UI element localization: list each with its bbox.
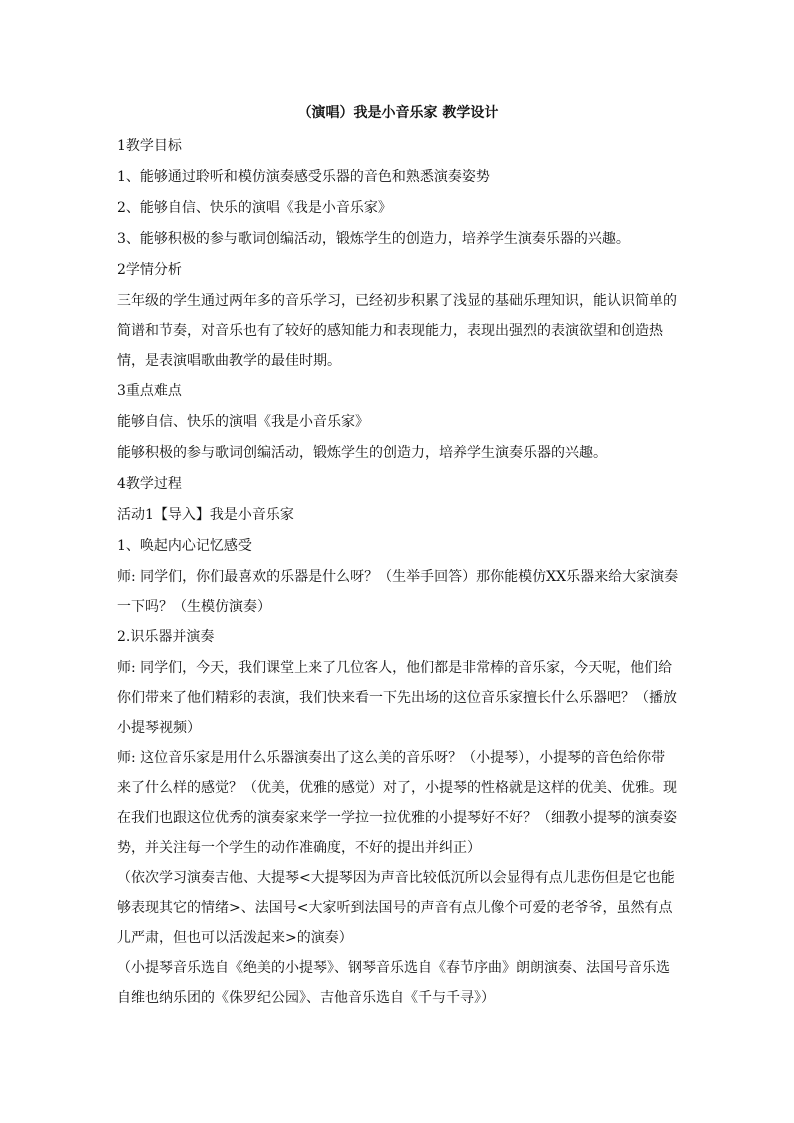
section-heading-analysis: 2学情分析 bbox=[117, 262, 182, 278]
section-heading-key-points: 3重点难点 bbox=[117, 383, 182, 399]
activity-heading: 活动1【导入】我是小音乐家 bbox=[117, 507, 294, 523]
instrument-practice-note: （依次学习演奏吉他、大提琴<大提琴因为声音比较低沉所以会显得有点儿悲伤但是它也能够表现其它的情绪>、法国号<大家听到法国号的声音有点儿像个可爱的老爷爷，虽然有点儿严肃，但也可以活泼起来>的演奏） bbox=[117, 870, 675, 946]
objective-item-1: 1、能够通过聆听和模仿演奏感受乐器的音色和熟悉演奏姿势 bbox=[117, 169, 490, 185]
document-content bbox=[117, 101, 679, 1013]
teacher-dialogue-1: 师: 同学们，你们最喜欢的乐器是什么呀？（生举手回答）那你能模仿XX乐器来给大家演奏一下吗？（生模仿演奏） bbox=[117, 569, 679, 615]
music-source-note: （小提琴音乐选自《绝美的小提琴》、钢琴音乐选自《春节序曲》朗朗演奏、法国号音乐选自维也纳乐团的《侏罗纪公园》、吉他音乐选自《千与千寻》） bbox=[117, 960, 670, 1006]
document-title: （演唱）我是小音乐家 教学设计 bbox=[297, 105, 499, 121]
teacher-dialogue-3: 师: 这位音乐家是用什么乐器演奏出了这么美的音乐呀？（小提琴），小提琴的音色给你带来了什么样的感觉？（优美，优雅的感觉）对了，小提琴的性格就是这样的优美、优雅。现在我们也跟这位优秀的演奏家来学一学拉一拉优雅的小提琴好不好？（细教小提琴的演奏姿势，并关注每一个学生的动作准确度，不好的提出并纠正） bbox=[117, 750, 677, 856]
key-point-2: 能够积极的参与歌词创编活动，锻炼学生的创造力，培养学生演奏乐器的兴趣。 bbox=[117, 445, 607, 461]
key-point-1: 能够自信、快乐的演唱《我是小音乐家》 bbox=[117, 414, 369, 430]
section-heading-process: 4教学过程 bbox=[117, 476, 182, 492]
teacher-dialogue-2: 师: 同学们，今天，我们课堂上来了几位客人，他们都是非常棒的音乐家，今天呢，他们给你们带来了他们精彩的表演，我们快来看一下先出场的这位音乐家擅长什么乐器吧？（播放小提琴视频） bbox=[117, 660, 677, 736]
analysis-paragraph: 三年级的学生通过两年多的音乐学习，已经初步积累了浅显的基础乐理知识，能认识简单的简谱和节奏，对音乐也有了较好的感知能力和表现能力，表现出强烈的表演欲望和创造热情，是表演唱歌曲教学的最佳时期。 bbox=[117, 293, 677, 369]
objective-item-2: 2、能够自信、快乐的演唱《我是小音乐家》 bbox=[117, 200, 392, 216]
step-heading-1: 1、唤起内心记忆感受 bbox=[117, 538, 252, 554]
section-heading-objectives: 1教学目标 bbox=[117, 138, 182, 154]
step-heading-2: 2.识乐器并演奏 bbox=[117, 629, 215, 645]
objective-item-3: 3、能够积极的参与歌词创编活动，锻炼学生的创造力，培养学生演奏乐器的兴趣。 bbox=[117, 231, 630, 247]
